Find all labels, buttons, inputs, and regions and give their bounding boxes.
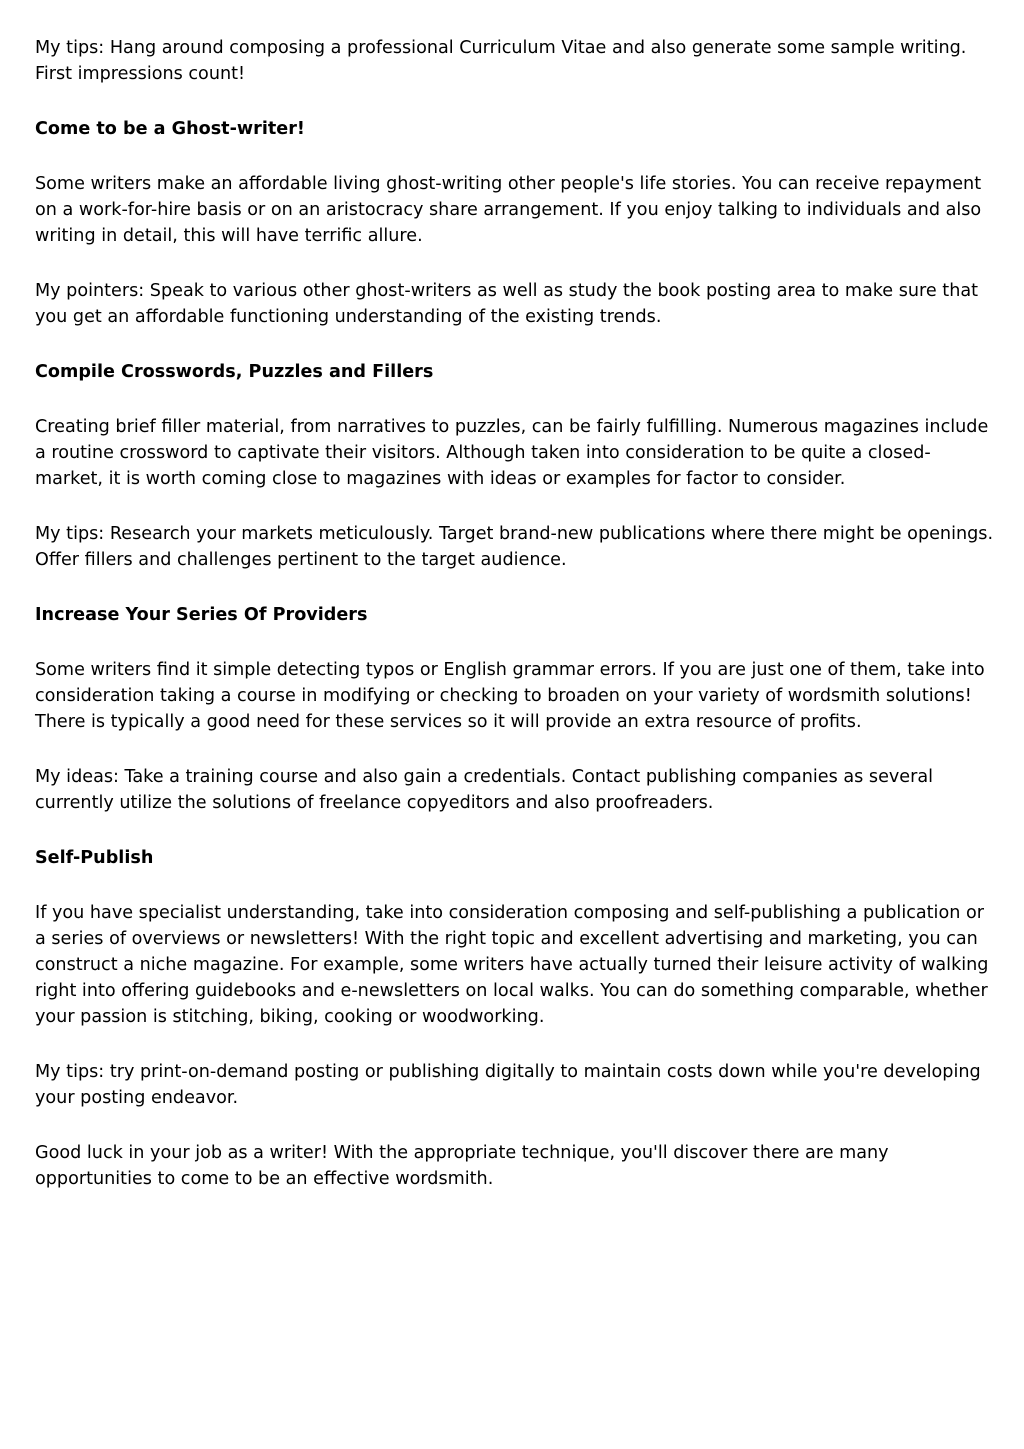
heading-ghost-writer: Come to be a Ghost-writer! (35, 119, 305, 139)
paragraph-self-publish-tips: My tips: try print-on-demand posting or publishing digitally to maintain costs down while you're developing your posting endeavor. (35, 1062, 981, 1108)
paragraph-ghost-pointers: My pointers: Speak to various other ghost-writers as well as study the book posting area to make sure that you get an affordable functioning understanding of the existing trends. (35, 281, 979, 327)
paragraph-self-publishing: If you have specialist understanding, take into consideration composing and self-publishing a publication or a series of overviews or newsletters! With the right topic and excellent advertising and marketing, you can construct a niche magazine. For example, some writers have actually turned their leisure activity of walking right into offering guidebooks and e-newsletters on local walks. You can do something comparable, whether your passion is stitching, biking, cooking or woodworking. (35, 903, 989, 1027)
paragraph-proofreading: Some writers find it simple detecting typos or English grammar errors. If you are just one of them, take into consideration taking a course in modifying or checking to broaden on your variety of wordsmith solutions! There is typically a good need for these services so it will provide an extra resource of profits. (35, 660, 985, 732)
paragraph-cv-tips: My tips: Hang around composing a professional Curriculum Vitae and also generate some sample writing. First impressions count! (35, 38, 967, 84)
paragraph-filler-tips: My tips: Research your markets meticulously. Target brand-new publications where there might be openings. Offer fillers and challenges pertinent to the target audience. (35, 524, 994, 570)
paragraph-filler-material: Creating brief filler material, from narratives to puzzles, can be fairly fulfilling. Numerous magazines include a routine crossword to captivate their visitors. Although taken into consideration to be quite a closed-market, it is worth coming close to magazines with ideas or examples for factor to consider. (35, 417, 989, 489)
document-page (35, 35, 995, 1221)
paragraph-closing: Good luck in your job as a writer! With the appropriate technique, you'll discover there are many opportunities to come to be an effective wordsmith. (35, 1143, 889, 1189)
heading-crosswords: Compile Crosswords, Puzzles and Fillers (35, 362, 434, 382)
paragraph-proofreading-ideas: My ideas: Take a training course and also gain a credentials. Contact publishing companies as several currently utilize the solutions of freelance copyeditors and also proofreaders. (35, 767, 934, 813)
paragraph-ghost-writing: Some writers make an affordable living ghost-writing other people's life stories. You can receive repayment on a work-for-hire basis or on an aristocracy share arrangement. If you enjoy talking to individuals and also writing in detail, this will have terrific allure. (35, 174, 982, 246)
heading-providers: Increase Your Series Of Providers (35, 605, 368, 625)
heading-self-publish: Self-Publish (35, 848, 154, 868)
